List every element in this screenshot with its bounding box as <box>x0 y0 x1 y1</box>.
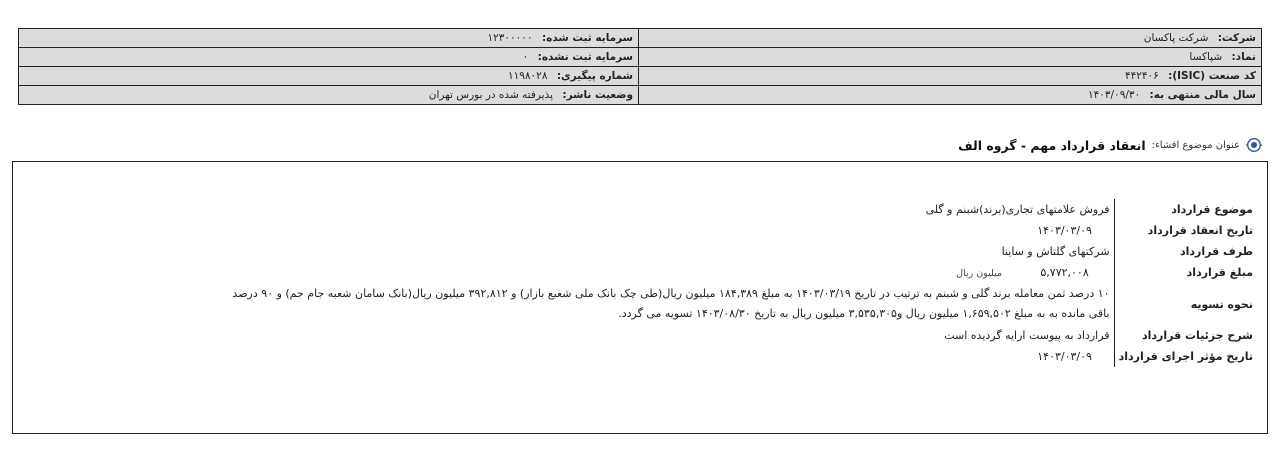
settlement-line-1: ۱۰ درصد ثمن معامله برند گلی و شبنم به ترتیب در تاریخ ۱۴۰۳/۰۳/۱۹ به مبلغ ۱۸۴,۳۸۹ میلیون ریال(طی چک بانک ملی شعبع بازار) و ۳۹۲,۸۱۲ میلیون ریال(بانک سامان شعبه جام جم) و ۹۰ درصد <box>232 287 1110 300</box>
effective-date-label: تاریخ مؤثر اجرای قرارداد <box>1114 346 1257 367</box>
detail-row <box>119 346 1257 367</box>
detail-row <box>119 262 1257 283</box>
info-row <box>19 48 1262 67</box>
fiscal-year-cell <box>639 86 1262 105</box>
isic-label: کد صنعت (ISIC): <box>1168 70 1256 82</box>
registered-capital-label: سرمایه ثبت شده: <box>541 32 633 44</box>
symbol-value: شپاکسا <box>1189 51 1223 63</box>
detail-row <box>119 199 1257 220</box>
contract-details-box <box>12 161 1268 434</box>
contract-description-label: شرح جزئیات قرارداد <box>1114 325 1257 346</box>
contract-party-label: طرف قرارداد <box>1114 241 1257 262</box>
symbol-cell <box>639 48 1262 67</box>
detail-row <box>119 241 1257 262</box>
isic-value: ۴۴۲۴۰۶ <box>1124 70 1159 82</box>
status-cell <box>19 86 639 105</box>
info-row <box>19 67 1262 86</box>
detail-row <box>119 325 1257 346</box>
contract-subject-value: فروش علامتهای تجاری(برند)شبنم و گلی <box>925 203 1110 216</box>
settlement-label: نحوه تسویه <box>1114 283 1257 325</box>
symbol-label: نماد: <box>1231 51 1256 63</box>
fiscal-year-value: ۱۴۰۳/۰۹/۳۰ <box>1087 89 1141 101</box>
contract-party-value: شرکتهای گلتاش و ساینا <box>1001 245 1110 258</box>
unregistered-capital-label: سرمایه ثبت نشده: <box>537 51 633 63</box>
contract-date-value: ۱۴۰۳/۰۳/۰۹ <box>1037 224 1092 237</box>
contract-details-table <box>119 199 1257 367</box>
subject-title: انعقاد قرارداد مهم - گروه الف <box>958 137 1146 153</box>
subject-label: عنوان موضوع افشاء: <box>1151 139 1240 151</box>
contract-amount-label: مبلغ قرارداد <box>1114 262 1257 283</box>
unregistered-capital-value: ۰ <box>522 51 529 63</box>
company-info-table <box>18 28 1262 105</box>
contract-amount-unit: میلیون ریال <box>956 268 1003 279</box>
contract-description-value: قرارداد به پیوست ارایه گردیده است <box>944 329 1110 342</box>
isic-cell <box>639 67 1262 86</box>
radio-target-icon <box>1246 137 1262 153</box>
contract-date-label: تاریخ انعقاد قرارداد <box>1114 220 1257 241</box>
detail-row <box>119 220 1257 241</box>
settlement-line-2: باقی مانده به به مبلغ ۱,۶۵۹,۵۰۲ میلیون ریال و۳,۵۳۵,۳۰۵ میلیون ریال به تاریخ ۱۴۰۳/۰۸/۳۰ تسویه می گردد. <box>618 307 1110 320</box>
tracking-label: شماره پیگیری: <box>556 70 633 82</box>
company-value: شرکت پاکسان <box>1143 32 1209 44</box>
tracking-cell <box>19 67 639 86</box>
registered-capital-cell <box>19 29 639 48</box>
company-cell <box>639 29 1262 48</box>
tracking-value: ۱۱۹۸۰۲۸ <box>507 70 548 82</box>
contract-subject-label: موضوع قرارداد <box>1114 199 1257 220</box>
fiscal-year-label: سال مالی منتهی به: <box>1149 89 1256 101</box>
effective-date-value: ۱۴۰۳/۰۳/۰۹ <box>1037 350 1092 363</box>
status-label: وضعیت ناشر: <box>562 89 633 101</box>
detail-row <box>119 283 1257 325</box>
company-label: شرکت: <box>1217 32 1256 44</box>
unregistered-capital-cell <box>19 48 639 67</box>
registered-capital-value: ۱۲۳۰۰۰۰۰ <box>487 32 533 44</box>
disclosure-subject <box>958 135 1262 155</box>
info-row <box>19 86 1262 105</box>
status-value: پذیرفته شده در بورس تهران <box>428 89 554 101</box>
contract-amount-value: ۵,۷۷۲,۰۰۸ <box>1040 266 1089 279</box>
info-row <box>19 29 1262 48</box>
